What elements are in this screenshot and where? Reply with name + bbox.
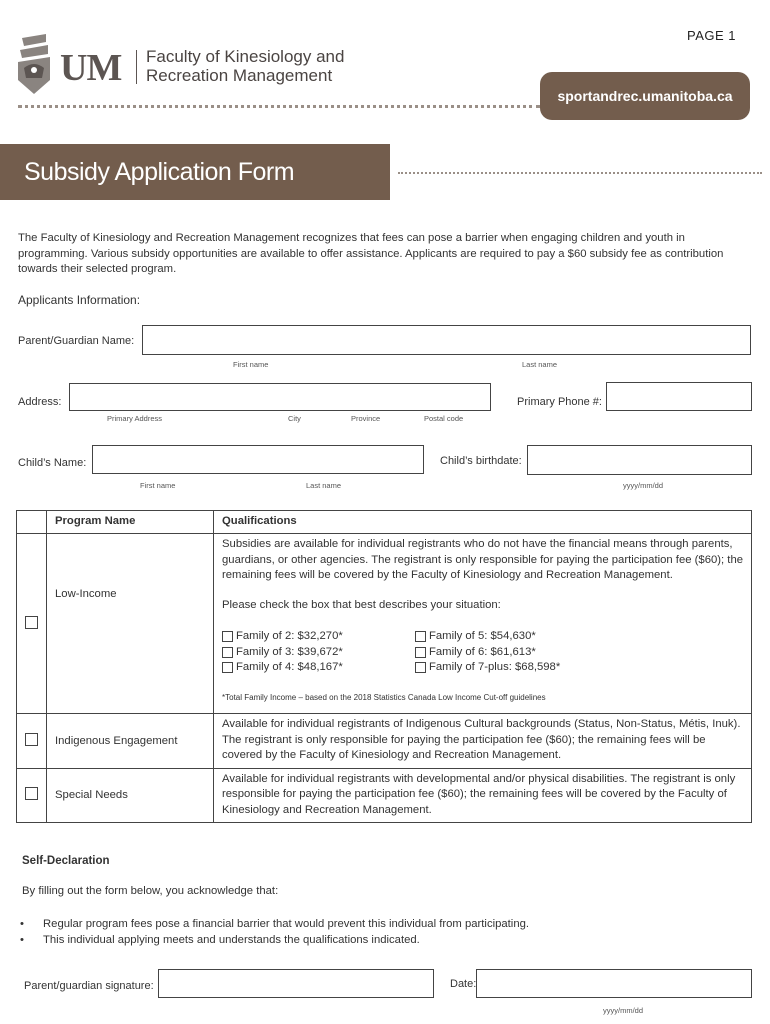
parent-name-label: Parent/Guardian Name: <box>18 335 135 347</box>
bullet-symbol: • <box>20 918 24 930</box>
low-income-name <box>47 534 214 714</box>
address-input[interactable] <box>69 383 491 411</box>
address-postal-hint: Postal code <box>424 414 464 423</box>
website-link[interactable]: sportandrec.umanitoba.ca <box>540 72 750 120</box>
bullet-symbol: • <box>20 934 24 946</box>
faculty-name <box>146 47 344 85</box>
program-name-header: Program Name <box>47 511 214 534</box>
table-row <box>17 714 752 769</box>
self-declaration-heading: Self-Declaration <box>22 855 110 867</box>
university-shield-logo-icon <box>16 34 52 96</box>
date-label: Date: <box>450 978 477 990</box>
family-option-label: Family of 3: $39,672* <box>236 645 343 658</box>
bullet-text: Regular program fees pose a financial barrier that would prevent this individual from participating. <box>43 918 530 930</box>
phone-input[interactable] <box>606 382 752 411</box>
family-option[interactable] <box>415 629 635 645</box>
table-row <box>17 534 752 714</box>
family-option[interactable] <box>415 660 635 676</box>
header-dotted-divider <box>18 105 540 108</box>
parent-first-name-hint: First name <box>233 360 269 369</box>
indigenous-label: Indigenous Engagement <box>55 734 178 747</box>
birthdate-format-hint: yyyy/mm/dd <box>623 481 664 490</box>
indigenous-qualifications: Available for individual registrants of Indigenous Cultural backgrounds (Status, Non-Status, Métis, Inuk). The registrant is only responsible for paying the participation fee ($60); the remaining fees will be covered by the Faculty of Kinesiology and Recreation Management. <box>214 714 752 769</box>
indigenous-checkbox[interactable] <box>25 733 38 746</box>
family-option-label: Family of 4: $48,167* <box>236 661 343 673</box>
address-primary-hint: Primary Address <box>107 414 163 423</box>
bullet-text: This individual applying meets and understands the qualifications indicated. <box>43 934 420 946</box>
logo-divider <box>136 50 137 84</box>
um-logo-text: UM <box>60 47 122 89</box>
family-option-label: Family of 7-plus: $68,598* <box>429 661 561 673</box>
birthdate-label: Child’s birthdate: <box>440 455 522 467</box>
table-row <box>17 768 752 823</box>
family-option-label: Family of 2: $32,270* <box>236 630 343 642</box>
family-checkbox[interactable] <box>415 662 426 673</box>
date-input[interactable] <box>476 969 752 998</box>
family-option[interactable] <box>222 660 415 676</box>
family-checkbox[interactable] <box>222 631 233 642</box>
special-needs-qualifications: Available for individual registrants with developmental and/or physical disabilities. The registrant is only responsible for paying the participation fee ($60); the remaining fees will be covered by the Faculty of Kinesiology and Recreation Management. <box>214 768 752 823</box>
low-income-checkbox-cell <box>17 534 47 714</box>
list-item <box>20 932 529 948</box>
family-checkbox[interactable] <box>415 647 426 658</box>
indigenous-checkbox-cell <box>17 714 47 769</box>
address-city-hint: City <box>288 414 301 423</box>
header-empty-cell <box>17 511 47 534</box>
program-table <box>16 510 752 823</box>
special-needs-checkbox-cell <box>17 768 47 823</box>
form-title: Subsidy Application Form <box>0 144 390 200</box>
qualifications-header: Qualifications <box>214 511 752 534</box>
parent-last-name-hint: Last name <box>522 360 558 369</box>
family-options <box>222 629 743 676</box>
low-income-prompt: Please check the box that best describes your situation: <box>222 598 501 611</box>
family-option[interactable] <box>415 645 635 661</box>
self-declaration-intro: By filling out the form below, you acknowledge that: <box>22 885 279 897</box>
special-needs-label: Special Needs <box>55 789 128 802</box>
family-option[interactable] <box>222 645 415 661</box>
child-first-name-hint: First name <box>140 481 176 490</box>
intro-paragraph: The Faculty of Kinesiology and Recreation Management recognizes that fees can pose a barrier when engaging children and youth in programming. Various subsidy opportunities are available to offer assistance. Applicants are required to pay a $60 subsidy fee as contribution towards their selected program. <box>18 232 724 275</box>
table-header-row <box>17 511 752 534</box>
birthdate-input[interactable] <box>527 445 752 475</box>
special-needs-name <box>47 768 214 823</box>
low-income-label: Low-Income <box>55 587 117 600</box>
family-option-label: Family of 6: $61,613* <box>429 645 536 658</box>
declaration-bullets <box>20 916 529 948</box>
faculty-name-line2: Recreation Management <box>146 66 333 85</box>
address-province-hint: Province <box>351 414 381 423</box>
applicants-heading: Applicants Information: <box>18 293 141 307</box>
family-checkbox[interactable] <box>222 662 233 673</box>
indigenous-name <box>47 714 214 769</box>
address-label: Address: <box>18 396 62 408</box>
family-checkbox[interactable] <box>415 631 426 642</box>
list-item <box>20 916 529 932</box>
date-format-hint: yyyy/mm/dd <box>603 1006 644 1015</box>
faculty-name-line1: Faculty of Kinesiology and <box>146 47 345 66</box>
signature-label: Parent/guardian signature: <box>24 980 154 992</box>
child-name-input[interactable] <box>92 445 424 474</box>
title-dotted-divider <box>398 172 762 174</box>
low-income-qualifications <box>214 534 752 714</box>
phone-label: Primary Phone #: <box>517 396 602 408</box>
special-needs-checkbox[interactable] <box>25 787 38 800</box>
parent-name-input[interactable] <box>142 325 751 355</box>
signature-input[interactable] <box>158 969 434 998</box>
child-last-name-hint: Last name <box>306 481 342 490</box>
family-option[interactable] <box>222 629 415 645</box>
low-income-checkbox[interactable] <box>25 616 38 629</box>
child-name-label: Child’s Name: <box>18 457 87 469</box>
low-income-description: Subsidies are available for individual registrants who do not have the financial means through parents, guardians, or other agencies. The registrant is only responsible for paying the participation fee ($60); the remaining fees will be covered by the Faculty of Kinesiology and Recreation Management. <box>222 538 744 581</box>
page-number: PAGE 1 <box>686 28 736 43</box>
income-footnote: *Total Family Income – based on the 2018 Statistics Canada Low Income Cut-off guidelines <box>222 692 546 702</box>
family-option-label: Family of 5: $54,630* <box>429 630 536 642</box>
family-checkbox[interactable] <box>222 647 233 658</box>
